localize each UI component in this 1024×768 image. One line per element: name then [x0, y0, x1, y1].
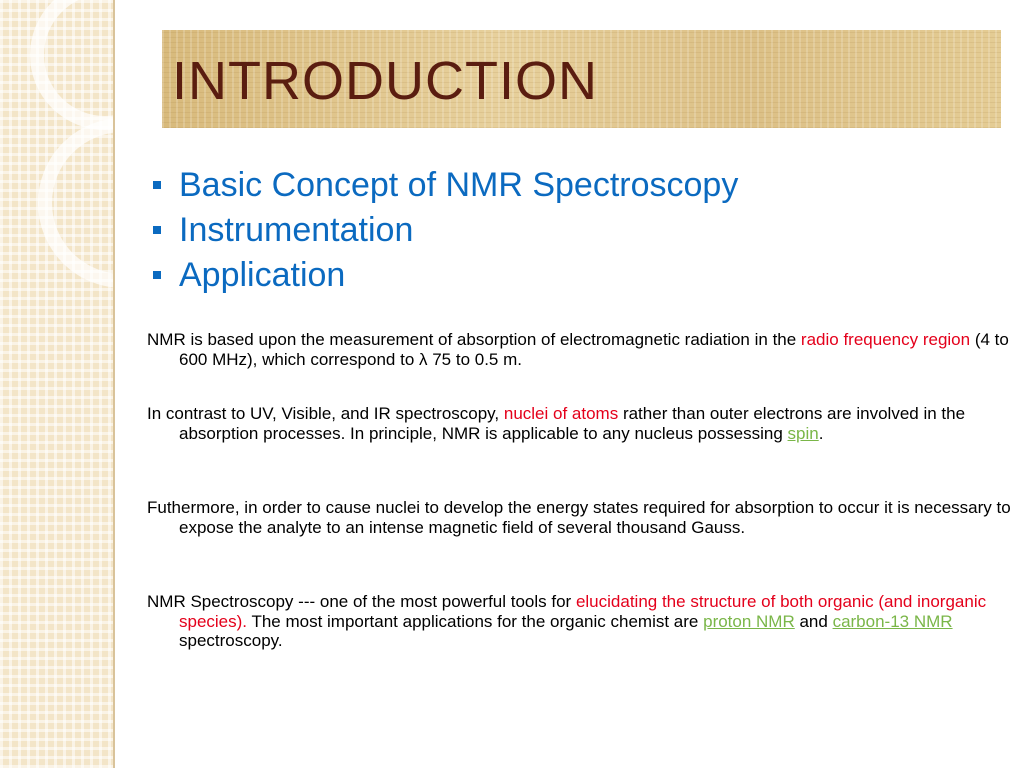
bullet-square-icon [153, 226, 161, 234]
bullet-square-icon [153, 181, 161, 189]
highlight-text: nuclei of atoms [503, 404, 619, 423]
highlight-text: radio frequency region [800, 330, 971, 349]
paragraph-nmr-basis: NMR is based upon the measurement of absorption of electromagnetic radiation in the radio frequency region (4 to 600 MHz), which correspond to λ 75 to 0.5 m. [147, 330, 1009, 369]
bullet-square-icon [153, 271, 161, 279]
strip-edge [113, 0, 115, 768]
paragraph-contrast: In contrast to UV, Visible, and IR spectroscopy, nuclei of atoms rather than outer electrons are involved in the absorption processes. In principle, NMR is applicable to any nucleus possessing spin. [147, 404, 966, 443]
bullet-item: Instrumentation [150, 208, 738, 253]
decorative-ring [38, 118, 115, 288]
decorative-side-strip [0, 0, 115, 768]
paragraph-magnetic-field: Futhermore, in order to cause nuclei to develop the energy states required for absorption to occur it is necessary to expose the analyte to an intense magnetic field of several thousand Gauss. [147, 498, 1011, 537]
bullet-item: Basic Concept of NMR Spectroscopy [150, 163, 738, 208]
bullet-list [150, 163, 738, 298]
spin-link[interactable]: spin [787, 423, 819, 443]
paragraph-applications: NMR Spectroscopy --- one of the most powerful tools for elucidating the structure of both organic (and inorganic species). The most important applications for the organic chemist are proton NMR and carbon-13 NMR spectroscopy. [147, 592, 987, 650]
slide-title: INTRODUCTION [172, 51, 598, 111]
bullet-item: Application [150, 253, 738, 298]
carbon-13-nmr-link[interactable]: carbon-13 NMR [832, 611, 953, 631]
title-banner [162, 30, 1001, 128]
proton-nmr-link[interactable]: proton NMR [703, 611, 795, 631]
decorative-ring [30, 0, 115, 130]
highlight-text: elucidating the structure of both organic (and inorganic species). [179, 592, 987, 631]
